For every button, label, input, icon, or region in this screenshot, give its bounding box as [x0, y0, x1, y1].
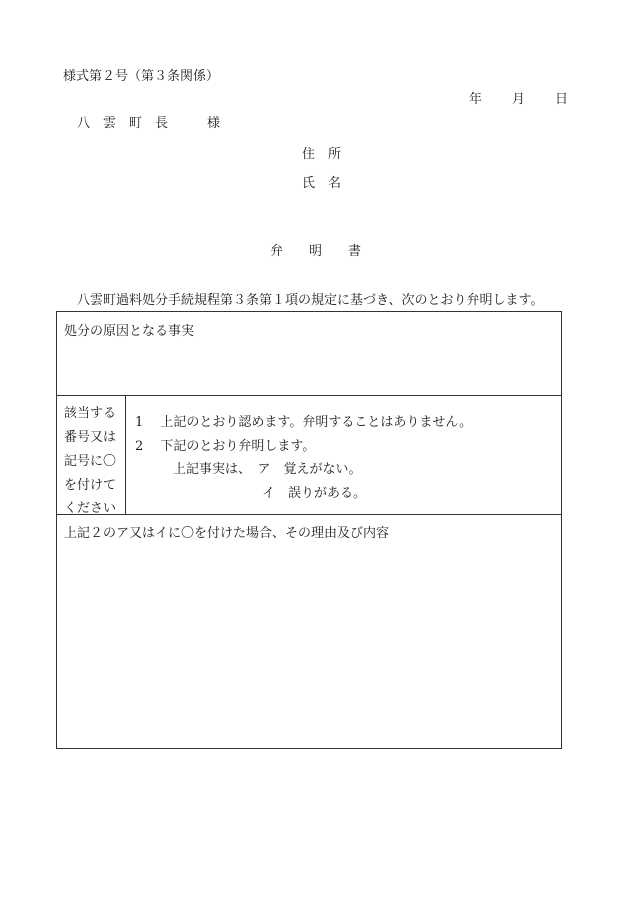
date-day: 日: [554, 92, 568, 107]
address-label: 住 所: [302, 147, 342, 162]
option-2-sub-b[interactable]: イ 誤りがある。: [262, 486, 367, 501]
intro-text: 八雲町過料処分手続規程第３条第１項の規定に基づき、次のとおり弁明します。: [77, 293, 544, 308]
choice-section: [57, 396, 561, 515]
reason-label: 上記２のア又はイに〇を付けた場合、その理由及び内容: [64, 526, 390, 541]
choice-label-line: 番号又は: [64, 430, 117, 445]
choice-label-line: ください: [64, 501, 117, 516]
document-title: 弁 明 書: [270, 244, 362, 259]
name-label: 氏 名: [302, 176, 342, 191]
choice-label-line: を付けて: [64, 478, 117, 493]
date-month: 月: [511, 92, 525, 107]
choice-label-line: 該当する: [64, 406, 117, 421]
fact-section[interactable]: [57, 312, 561, 396]
date-line: [469, 88, 568, 107]
option-2-sub-a[interactable]: 上記事実は、 ア 覚えがない。: [173, 462, 362, 477]
date-year: 年: [468, 92, 482, 107]
form-number: 様式第２号（第３条関係）: [63, 69, 220, 84]
form-table: [56, 311, 562, 749]
option-2-explain[interactable]: 2 下記のとおり弁明します。: [135, 439, 316, 454]
option-1-admit[interactable]: 1 上記のとおり認めます。弁明することはありません。: [135, 415, 473, 430]
fact-label: 処分の原因となる事実: [64, 324, 195, 339]
addressee: 八 雲 町 長 様: [77, 116, 221, 131]
choice-label-line: 記号に〇: [64, 454, 117, 469]
choice-label-cell: [57, 396, 126, 514]
